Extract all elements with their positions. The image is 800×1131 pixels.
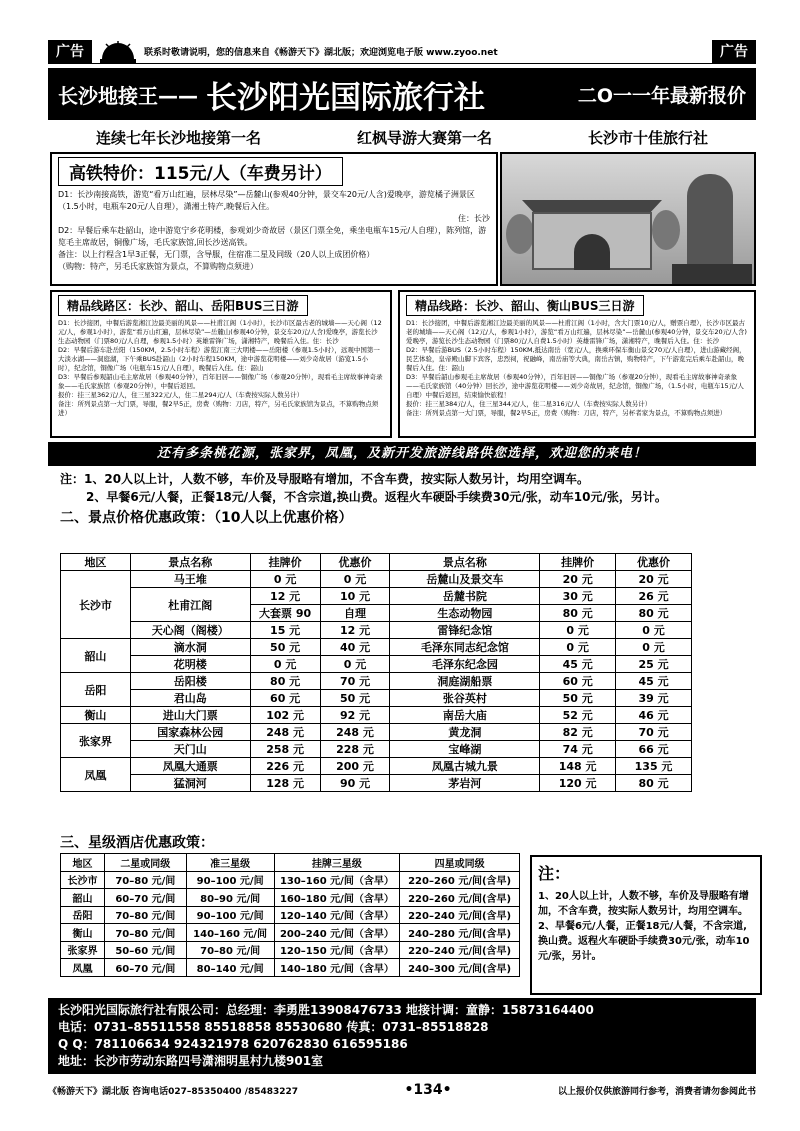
table-cell: 20 元 <box>540 571 616 588</box>
table-cell: 102 元 <box>250 707 320 724</box>
page-number: •134• <box>404 1082 452 1098</box>
region-cell: 凤凰 <box>61 758 131 792</box>
itinerary-line: D2：早餐后乘车赴韶山，途中游览宁乡花明楼，参观刘少奇故居（景区门票全免，乘坐电瓶车15元/人自理），陈列馆，游览毛主席故居，铜像广场，毛氏家族馆,回长沙送高铁。 <box>58 226 487 247</box>
table-cell: 50 元 <box>540 690 616 707</box>
table-cell: 80–140 元/间 <box>186 959 274 977</box>
table-cell: 120–140 元/间（含早） <box>274 906 400 924</box>
table-cell: 凤凰大通票 <box>130 758 250 775</box>
route-card-yueyang <box>50 290 392 438</box>
table-row <box>61 707 692 724</box>
table-cell: 70–80 元/间 <box>104 924 186 942</box>
table-cell: 岳阳 <box>61 906 105 924</box>
region-cell: 韶山 <box>61 639 131 673</box>
route-line: D2：早餐后游BUS（2.5小时车程）150KM,抵达南岳（宽元/人，换乘环保车衡山景交70元/人自理），进山游藏经阁，民艺体验，皇帝殿山脚下宾客，忠烈祠，祝融峰，南岳庙等大典，南岳古镇，购物特产，下午游览完后乘车赴韶山，晚餐后入住。住：韶山 <box>406 346 746 372</box>
table-cell: 杜甫江阁 <box>130 588 250 622</box>
column-header: 挂牌三星级 <box>274 854 400 872</box>
table-cell: 0 元 <box>540 622 616 639</box>
more-routes-banner: 还有多条桃花源，张家界，凤凰，及新开发旅游线路供您选择，欢迎您的来电！ <box>48 442 756 466</box>
gate-roof <box>522 192 662 212</box>
column-header: 地区 <box>61 554 131 571</box>
table-cell: 马王堆 <box>130 571 250 588</box>
table-cell: 120 元 <box>540 775 616 792</box>
table-cell: 80 元 <box>616 605 692 622</box>
table-cell: 张谷英村 <box>390 690 540 707</box>
footer-line: 电话：0731–85511558 85518858 85530680 传真：0731–85518828 <box>58 1020 489 1034</box>
hotel-price-table <box>60 853 520 977</box>
table-row <box>61 959 520 977</box>
column-header: 四星或同级 <box>400 854 520 872</box>
tree-shape <box>506 214 534 254</box>
table-cell: 50–60 元/间 <box>104 941 186 959</box>
table-row <box>61 906 520 924</box>
table-cell: 12 元 <box>250 588 320 605</box>
route-line: D3：早餐后韶山参观毛主席故居（参观40分钟），百年旧居——铜像广场（参观20分钟），现看毛主席故事神奇录象——毛氏家族馆（40分钟）回长沙，途中游览花明楼——刘少奇故居，纪念馆，铜像广场，（1.5小时，电瓶车15元/人自理）中餐后返回，结束愉快旅程！ <box>406 373 744 399</box>
footer-line: 地址：长沙市劳动东路四号潇湘明星村九楼901室 <box>58 1054 324 1068</box>
table-cell: 80 元 <box>616 775 692 792</box>
table-cell: 140–160 元/间 <box>186 924 274 942</box>
table-cell: 70–80 元/间 <box>104 906 186 924</box>
route-line: D3：早餐后参观韶山毛主席故居（参观40分钟），百年旧居——铜像广场（参观20分钟），现看毛主席故事神奇录象——毛氏家族馆（参观20分钟），中餐后返回。 <box>58 373 383 390</box>
itinerary-line: D1：长沙南接高铁，游览“看万山红遍，层林尽染”—岳麓山(参观40分钟，景交车20元/人含)爱晚亭，游览橘子洲景区（1.5小时，电瓶车20元/人自理），潇湘土特产,晚餐后入住。 <box>58 190 475 211</box>
route-line: 备注：所列景点第一大门票，导服，餐2早5正，房费（购物：刀店，特产，另杯者家为景点，不算购物点须进） <box>406 409 727 417</box>
table-cell: 0 元 <box>540 639 616 656</box>
route-title: 精品线路：长沙、韶山、衡山BUS三日游 <box>406 295 644 316</box>
sun-logo-icon <box>98 41 138 63</box>
table-header-row <box>61 854 520 872</box>
column-header: 景点名称 <box>130 554 250 571</box>
table-cell: 凤凰古城九景 <box>390 758 540 775</box>
table-cell: 80–90 元/间 <box>186 889 274 907</box>
table-cell: 228 元 <box>320 741 390 758</box>
itinerary-line: （购物：特产，另毛氏家族馆为景点，不算购物点须进） <box>58 262 258 271</box>
table-cell: 74 元 <box>540 741 616 758</box>
table-cell: 岳阳楼 <box>130 673 250 690</box>
table-cell: 120–150 元/间（含早） <box>274 941 400 959</box>
table-cell: 60–70 元/间 <box>104 889 186 907</box>
table-header-row <box>61 554 692 571</box>
table-cell: 70–80 元/间 <box>186 941 274 959</box>
route-line: D1：长沙接团，中餐后游览湘江边最美丽的风景——杜甫江阁（1小时，含大门票10元/人，赠票自理），长沙市区最古老的城墙——天心阁（12元/人，参观1小时），游览“看万山红遍，层林尽染”—岳麓山(参观40分钟，景交车20元/人含)爱晚亭，游览长沙生态动物园（门票80元/人自费1.5小时）英雄雷锋广场，潇湘特产，晚餐后入住。住：长沙 <box>406 319 747 345</box>
hotel-section-title: 三、星级酒店优惠政策： <box>60 835 214 851</box>
table-cell: 0 元 <box>616 639 692 656</box>
table-cell: 220–260 元/间(含早) <box>400 871 520 889</box>
route-line: 备注：所列景点第一大门票，导服，餐2早5正，房费（购物：刀店，特产，另毛氏家族馆为景点，不算购物点须进） <box>58 400 379 417</box>
table-cell: 40 元 <box>320 639 390 656</box>
table-row <box>61 622 692 639</box>
badge: 连续七年长沙地接第一名 <box>95 128 261 147</box>
table-cell: 25 元 <box>616 656 692 673</box>
table-row <box>61 741 692 758</box>
column-header: 二星或同级 <box>104 854 186 872</box>
note-line: 注：1、20人以上计，人数不够，车价及导服略有增加，不含车费，按实际人数另计，均用空调车。 <box>60 472 590 486</box>
table-row <box>61 690 692 707</box>
contact-note: 联系时敬请说明，您的信息来自《畅游天下》湖北版；欢迎浏览电子版 www.zyoo.net <box>144 48 498 58</box>
table-row <box>61 924 520 942</box>
table-row <box>61 673 692 690</box>
table-row <box>61 588 692 605</box>
hero-suffix: 二O一一年最新报价 <box>577 84 746 107</box>
table-cell: 80 元 <box>250 673 320 690</box>
table-row <box>61 758 692 775</box>
table-row <box>61 571 692 588</box>
landmark-photo <box>500 152 756 286</box>
table-cell: 220–240 元/间(含早) <box>400 941 520 959</box>
column-header: 景点名称 <box>390 554 540 571</box>
table-cell: 50 元 <box>320 690 390 707</box>
ad-label-left: 广告 <box>48 40 92 64</box>
column-header: 准三星级 <box>186 854 274 872</box>
table-row <box>61 775 692 792</box>
scenic-price-table <box>60 553 692 792</box>
table-cell: 茅岩河 <box>390 775 540 792</box>
table-row <box>61 656 692 673</box>
statue <box>687 174 733 274</box>
statue-pedestal <box>672 264 752 286</box>
table-cell: 20 元 <box>616 571 692 588</box>
table-cell: 148 元 <box>540 758 616 775</box>
disclaimer: 以上报价仅供旅游同行参考，消费者请勿参阅此书 <box>557 1086 756 1097</box>
company-contact-footer <box>48 998 756 1074</box>
table-cell: 160–180 元/间（含早） <box>274 889 400 907</box>
table-cell: 70 元 <box>616 724 692 741</box>
table-cell: 39 元 <box>616 690 692 707</box>
page-footer <box>48 1082 756 1098</box>
gate-door <box>574 234 610 270</box>
scenic-section-title: 二、景点价格优惠政策：（10人以上优惠价格） <box>60 510 353 526</box>
side-note-text: 1、20人以上计，人数不够，车价及导服略有增加，不含车费，按实际人数另计，均用空调车。 2、早餐6元/人餐，正餐18元/人餐，不含宗道,换山费。返程火车硬卧手续费30元/张，动车10元/张，另计。 <box>538 891 750 962</box>
region-cell: 张家界 <box>61 724 131 758</box>
ad-label-right: 广告 <box>712 40 756 64</box>
high-speed-rail-offer <box>50 152 498 286</box>
column-header: 挂牌价 <box>540 554 616 571</box>
table-cell: 70 元 <box>320 673 390 690</box>
table-cell: 毛泽东同志纪念馆 <box>390 639 540 656</box>
table-cell: 200–240 元/间（含早） <box>274 924 400 942</box>
footer-line: 长沙阳光国际旅行社有限公司：总经理：李勇胜13908476733 地接计调：童静：15873164400 <box>58 1003 594 1017</box>
table-cell: 226 元 <box>250 758 320 775</box>
agency-name: 长沙阳光国际旅行社 <box>206 79 485 116</box>
tree-shape <box>652 210 680 250</box>
table-cell: 0 元 <box>250 571 320 588</box>
column-header: 地区 <box>61 854 105 872</box>
table-cell: 进山大门票 <box>130 707 250 724</box>
table-cell: 248 元 <box>250 724 320 741</box>
table-cell: 花明楼 <box>130 656 250 673</box>
table-cell: 天门山 <box>130 741 250 758</box>
table-cell: 248 元 <box>320 724 390 741</box>
table-cell: 220–240 元/间(含早) <box>400 906 520 924</box>
column-header: 优惠价 <box>320 554 390 571</box>
table-cell: 毛泽东纪念园 <box>390 656 540 673</box>
table-cell: 10 元 <box>320 588 390 605</box>
footer-line: Q Q：781106634 924321978 620762830 616595186 <box>58 1037 408 1051</box>
table-cell: 52 元 <box>540 707 616 724</box>
table-cell: 220–260 元/间(含早) <box>400 889 520 907</box>
table-row <box>61 871 520 889</box>
table-cell: 66 元 <box>616 741 692 758</box>
table-cell: 自理 <box>320 605 390 622</box>
table-cell: 0 元 <box>616 622 692 639</box>
award-badges <box>48 124 756 150</box>
route-line: 报价：挂三星362元/人，住三星322元/人，住二星294元/人（车费按实际人数另计） <box>58 391 304 399</box>
table-cell: 15 元 <box>250 622 320 639</box>
table-cell: 凤凰 <box>61 959 105 977</box>
table-cell: 君山岛 <box>130 690 250 707</box>
region-cell: 衡山 <box>61 707 131 724</box>
table-cell: 生态动物园 <box>390 605 540 622</box>
table-cell: 45 元 <box>616 673 692 690</box>
region-cell: 长沙市 <box>61 571 131 639</box>
table-cell: 140–180 元/间（含早） <box>274 959 400 977</box>
table-cell: 0 元 <box>320 571 390 588</box>
table-cell: 90 元 <box>320 775 390 792</box>
column-header: 挂牌价 <box>250 554 320 571</box>
itinerary-line: 备注：以上行程含1早3正餐，无门票，含导服，住宿准二星及同级（20人以上成团价格） <box>58 250 375 259</box>
route-card-hengshan <box>398 290 756 438</box>
table-cell: 45 元 <box>540 656 616 673</box>
table-cell: 天心阁（阁楼） <box>130 622 250 639</box>
table-cell: 128 元 <box>250 775 320 792</box>
table-cell: 0 元 <box>320 656 390 673</box>
table-cell: 90–100 元/间 <box>186 906 274 924</box>
table-row <box>61 941 520 959</box>
route-line: D2：早餐后游车赴岳阳（150KM，2.5小时车程）游览江南三大明楼——岳阳楼（参观1.5小时），远观中国第一大淡水湖——洞庭湖，下午乘BUS赴韶山（2小时车程150KM，途中游览花明楼——刘少奇故居（游览1.5小时），纪念馆，铜像广场（电瓶车15元/人自理），晚餐后入住。住：韶山 <box>58 346 380 372</box>
table-cell: 130–160 元/间（含早） <box>274 871 400 889</box>
itinerary-line: 住：长沙 <box>458 214 490 223</box>
badge: 长沙市十佳旅行社 <box>587 128 708 147</box>
table-cell: 240–300 元/间(含早) <box>400 959 520 977</box>
table-cell: 0 元 <box>250 656 320 673</box>
table-cell: 135 元 <box>616 758 692 775</box>
table-cell: 90–100 元/间 <box>186 871 274 889</box>
offer-title: 高铁特价：115元/人（车费另计） <box>58 157 343 186</box>
magazine-contact: 《畅游天下》湖北版 咨询电话027–85350400 /85483227 <box>48 1086 299 1097</box>
table-cell: 70–80 元/间 <box>104 871 186 889</box>
table-cell: 大套票 90 <box>250 605 320 622</box>
table-cell: 长沙市 <box>61 871 105 889</box>
table-cell: 12 元 <box>320 622 390 639</box>
hero-title <box>48 68 756 120</box>
region-cell: 岳阳 <box>61 673 131 707</box>
table-cell: 60–70 元/间 <box>104 959 186 977</box>
route-line: 报价：挂三星384元/人，住三星344元/人，住二星316元/人（车费按实际人数另计） <box>406 400 652 408</box>
table-cell: 82 元 <box>540 724 616 741</box>
table-cell: 雷锋纪念馆 <box>390 622 540 639</box>
general-notes <box>60 470 760 527</box>
table-cell: 韶山 <box>61 889 105 907</box>
hero-prefix: 长沙地接王—— <box>58 83 198 108</box>
table-cell: 80 元 <box>540 605 616 622</box>
table-cell: 张家界 <box>61 941 105 959</box>
top-bar <box>48 40 756 64</box>
table-row <box>61 889 520 907</box>
table-cell: 26 元 <box>616 588 692 605</box>
table-cell: 宝峰湖 <box>390 741 540 758</box>
table-cell: 衡山 <box>61 924 105 942</box>
table-cell: 猛洞河 <box>130 775 250 792</box>
table-cell: 岳麓书院 <box>390 588 540 605</box>
table-cell: 南岳大庙 <box>390 707 540 724</box>
table-cell: 黄龙洞 <box>390 724 540 741</box>
table-cell: 30 元 <box>540 588 616 605</box>
table-cell: 50 元 <box>250 639 320 656</box>
table-cell: 92 元 <box>320 707 390 724</box>
side-note-label: 注： <box>538 864 571 883</box>
table-cell: 258 元 <box>250 741 320 758</box>
table-cell: 240–280 元/间(含早) <box>400 924 520 942</box>
table-cell: 洞庭湖船票 <box>390 673 540 690</box>
table-cell: 滴水洞 <box>130 639 250 656</box>
table-row <box>61 639 692 656</box>
table-cell: 46 元 <box>616 707 692 724</box>
route-line: D1：长沙接团，中餐后游览湘江边最美丽的风景——杜甫江阁（1小时），长沙市区最古老的城墙——天心阁（12元/人，参观1小时），游览“看万山红遍，层林尽染”—岳麓山(参观40分钟，景交车20元/人含)爱晚亭，游览长沙生态动物园（门票80元/人自理，参观1.5小时）英雄雷锋广场，潇湘特产，晚餐后入住。住：长沙 <box>58 319 382 345</box>
table-cell: 国家森林公园 <box>130 724 250 741</box>
column-header: 优惠价 <box>616 554 692 571</box>
table-cell: 60 元 <box>540 673 616 690</box>
note-line: 2、早餐6元/人餐，正餐18元/人餐，不含宗道,换山费。返程火车硬卧手续费30元/张，动车10元/张，另计。 <box>86 490 667 504</box>
table-cell: 60 元 <box>250 690 320 707</box>
route-title: 精品线路区：长沙、韶山、岳阳BUS三日游 <box>58 295 308 316</box>
table-cell: 岳麓山及景交车 <box>390 571 540 588</box>
table-row <box>61 724 692 741</box>
table-cell: 200 元 <box>320 758 390 775</box>
side-note-box <box>530 855 762 995</box>
badge: 红枫导游大赛第一名 <box>356 128 492 147</box>
